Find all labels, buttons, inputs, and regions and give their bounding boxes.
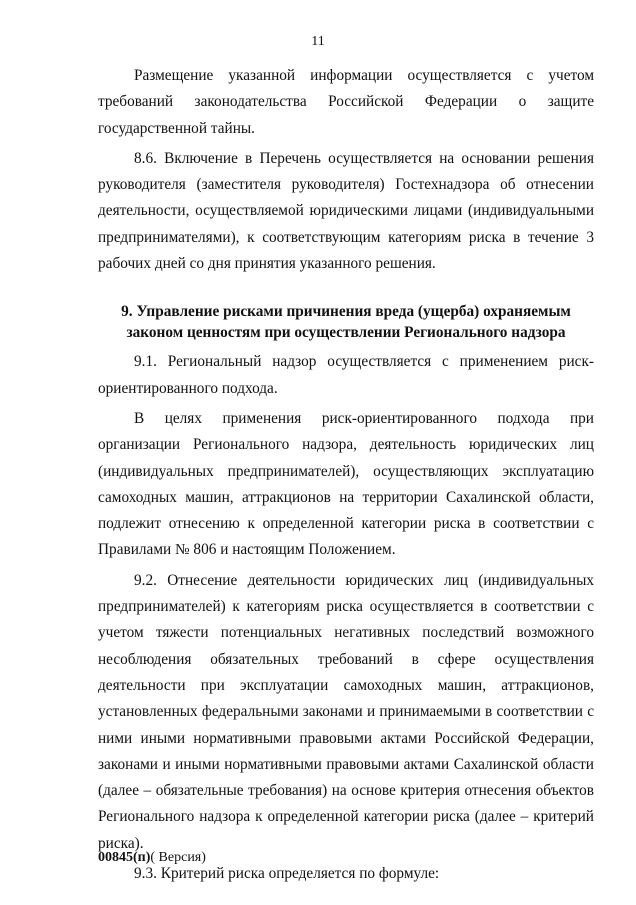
section-heading: 9. Управление рисками причинения вреда (ущерба) охраняемым законом ценностям при осуществлении Регионального надзора [121, 303, 571, 342]
document-version: ( Версия) [150, 850, 206, 865]
paragraph: В целях применения риск-ориентированного подхода при организации Регионального надзора, деятельность юридических лиц (индивидуальных предпринимателей), осуществляющих эксплуатацию самоходных машин, аттракционов на территории Сахалинской области, подлежит отнесению к определенной категории риска в соответствии с Правилами № 806 и настоящим Положением. [98, 409, 594, 559]
document-code: 00845(п) [98, 850, 151, 865]
paragraph: Размещение указанной информации осуществляется с учетом требований законодательства Российской Федерации о защите государственной тайны. [98, 67, 594, 137]
paragraph: 8.6. Включение в Перечень осуществляется на основании решения руководителя (заместителя руководителя) Гостехнадзора об отнесении деятельности, осуществляемой юридическими лицами (индивидуальными предпринимателями), к соответствующим категориям риска в течение 3 рабочих дней со дня принятия указанного решения. [98, 149, 594, 273]
paragraph: 9.1. Региональный надзор осуществляется с применением риск-ориентированного подхода. [98, 353, 594, 397]
document-footer [98, 850, 206, 866]
paragraph: 9.2. Отнесение деятельности юридических лиц (индивидуальных предпринимателей) к категориям риска осуществляется в соответствии с учетом тяжести потенциальных негативных последствий возможного несоблюдения обязательных требований в сфере осуществления деятельности при эксплуатации самоходных машин, аттракционов, установленных федеральными законами и принимаемыми в соответствии с ними иными нормативными правовыми актами Российской Федерации, законами и иными нормативными правовыми актами Сахалинской области (далее – обязательные требования) на основе критерия отнесения объектов Регионального надзора к определенной категории риска (далее – критерий риска). [98, 571, 594, 852]
paragraph: 9.3. Критерий риска определяется по формуле: [134, 865, 440, 883]
document-body [98, 63, 594, 887]
page-number: 11 [311, 34, 325, 49]
